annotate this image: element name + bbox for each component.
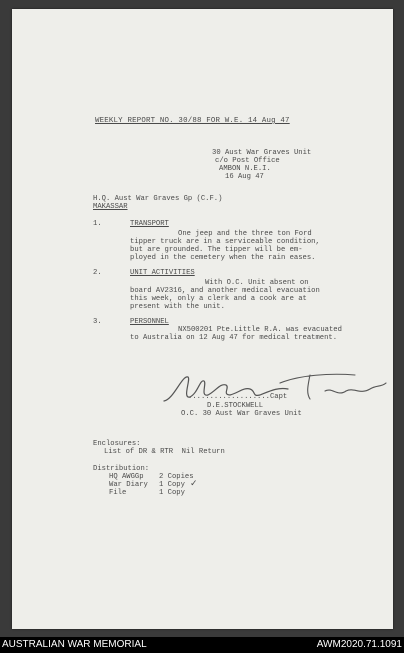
handwritten-signature: [160, 369, 390, 409]
sender-date: 16 Aug 47: [225, 173, 264, 181]
section-text-line: but are grounded. The tipper will be em-: [130, 246, 303, 254]
distribution-name: HQ AWGGp: [109, 473, 144, 481]
section-text-line: tipper truck are in a serviceable condition,: [130, 238, 320, 246]
archive-reference: AWM2020.71.1091: [316, 639, 402, 650]
enclosures-item: List of DR & RTR Nil Return: [104, 448, 225, 456]
section-heading-transport: TRANSPORT: [130, 220, 169, 228]
archive-footer: [0, 637, 404, 653]
section-text-line: board AV2316, and another medical evacuation: [130, 287, 320, 295]
section-text-line: this week, only a clerk and a cook are at: [130, 295, 307, 303]
section-text-line: to Australia on 12 Aug 47 for medical treatment.: [130, 334, 338, 342]
sender-location: AMBON N.E.I.: [219, 165, 271, 173]
enclosures-label: Enclosures:: [93, 440, 141, 448]
document-page: [12, 9, 393, 629]
distribution-name: War Diary: [109, 481, 148, 489]
distribution-label: Distribution:: [93, 465, 150, 473]
section-number: 3.: [93, 318, 102, 326]
distribution-copies: 2 Copies: [159, 473, 194, 481]
section-text-line: With O.C. Unit absent on: [205, 279, 309, 287]
section-text-line: NX500201 Pte.Little R.A. was evacuated: [178, 326, 342, 334]
section-number: 2.: [93, 269, 102, 277]
sender-address: c/o Post Office: [215, 157, 280, 165]
report-title: WEEKLY REPORT NO. 30/88 FOR W.E. 14 Aug 47: [95, 117, 290, 125]
section-number: 1.: [93, 220, 102, 228]
section-text-line: present with the unit.: [130, 303, 225, 311]
check-mark-icon: ✓: [190, 479, 198, 489]
section-heading-unit-activities: UNIT ACTIVITIES: [130, 269, 195, 277]
distribution-name: File: [109, 489, 127, 497]
sender-unit: 30 Aust War Graves Unit: [212, 149, 312, 157]
section-text-line: ployed in the cemetery when the rain eases.: [130, 254, 316, 262]
signatory-name: D.E.STOCKWELL: [207, 402, 264, 410]
section-heading-personnel: PERSONNEL: [130, 318, 169, 326]
signatory-role: O.C. 30 Aust War Graves Unit: [181, 410, 302, 418]
distribution-copies: 1 Copy: [159, 489, 185, 497]
archive-name: AUSTRALIAN WAR MEMORIAL: [2, 639, 147, 650]
recipient-city: MAKASSAR: [93, 203, 128, 211]
recipient-line: H.Q. Aust War Graves Gp (C.F.): [93, 195, 223, 203]
distribution-copies: 1 Copy: [159, 481, 185, 489]
section-text-line: One jeep and the three ton Ford: [178, 230, 312, 238]
signature-line: ...................Capt: [188, 393, 288, 401]
